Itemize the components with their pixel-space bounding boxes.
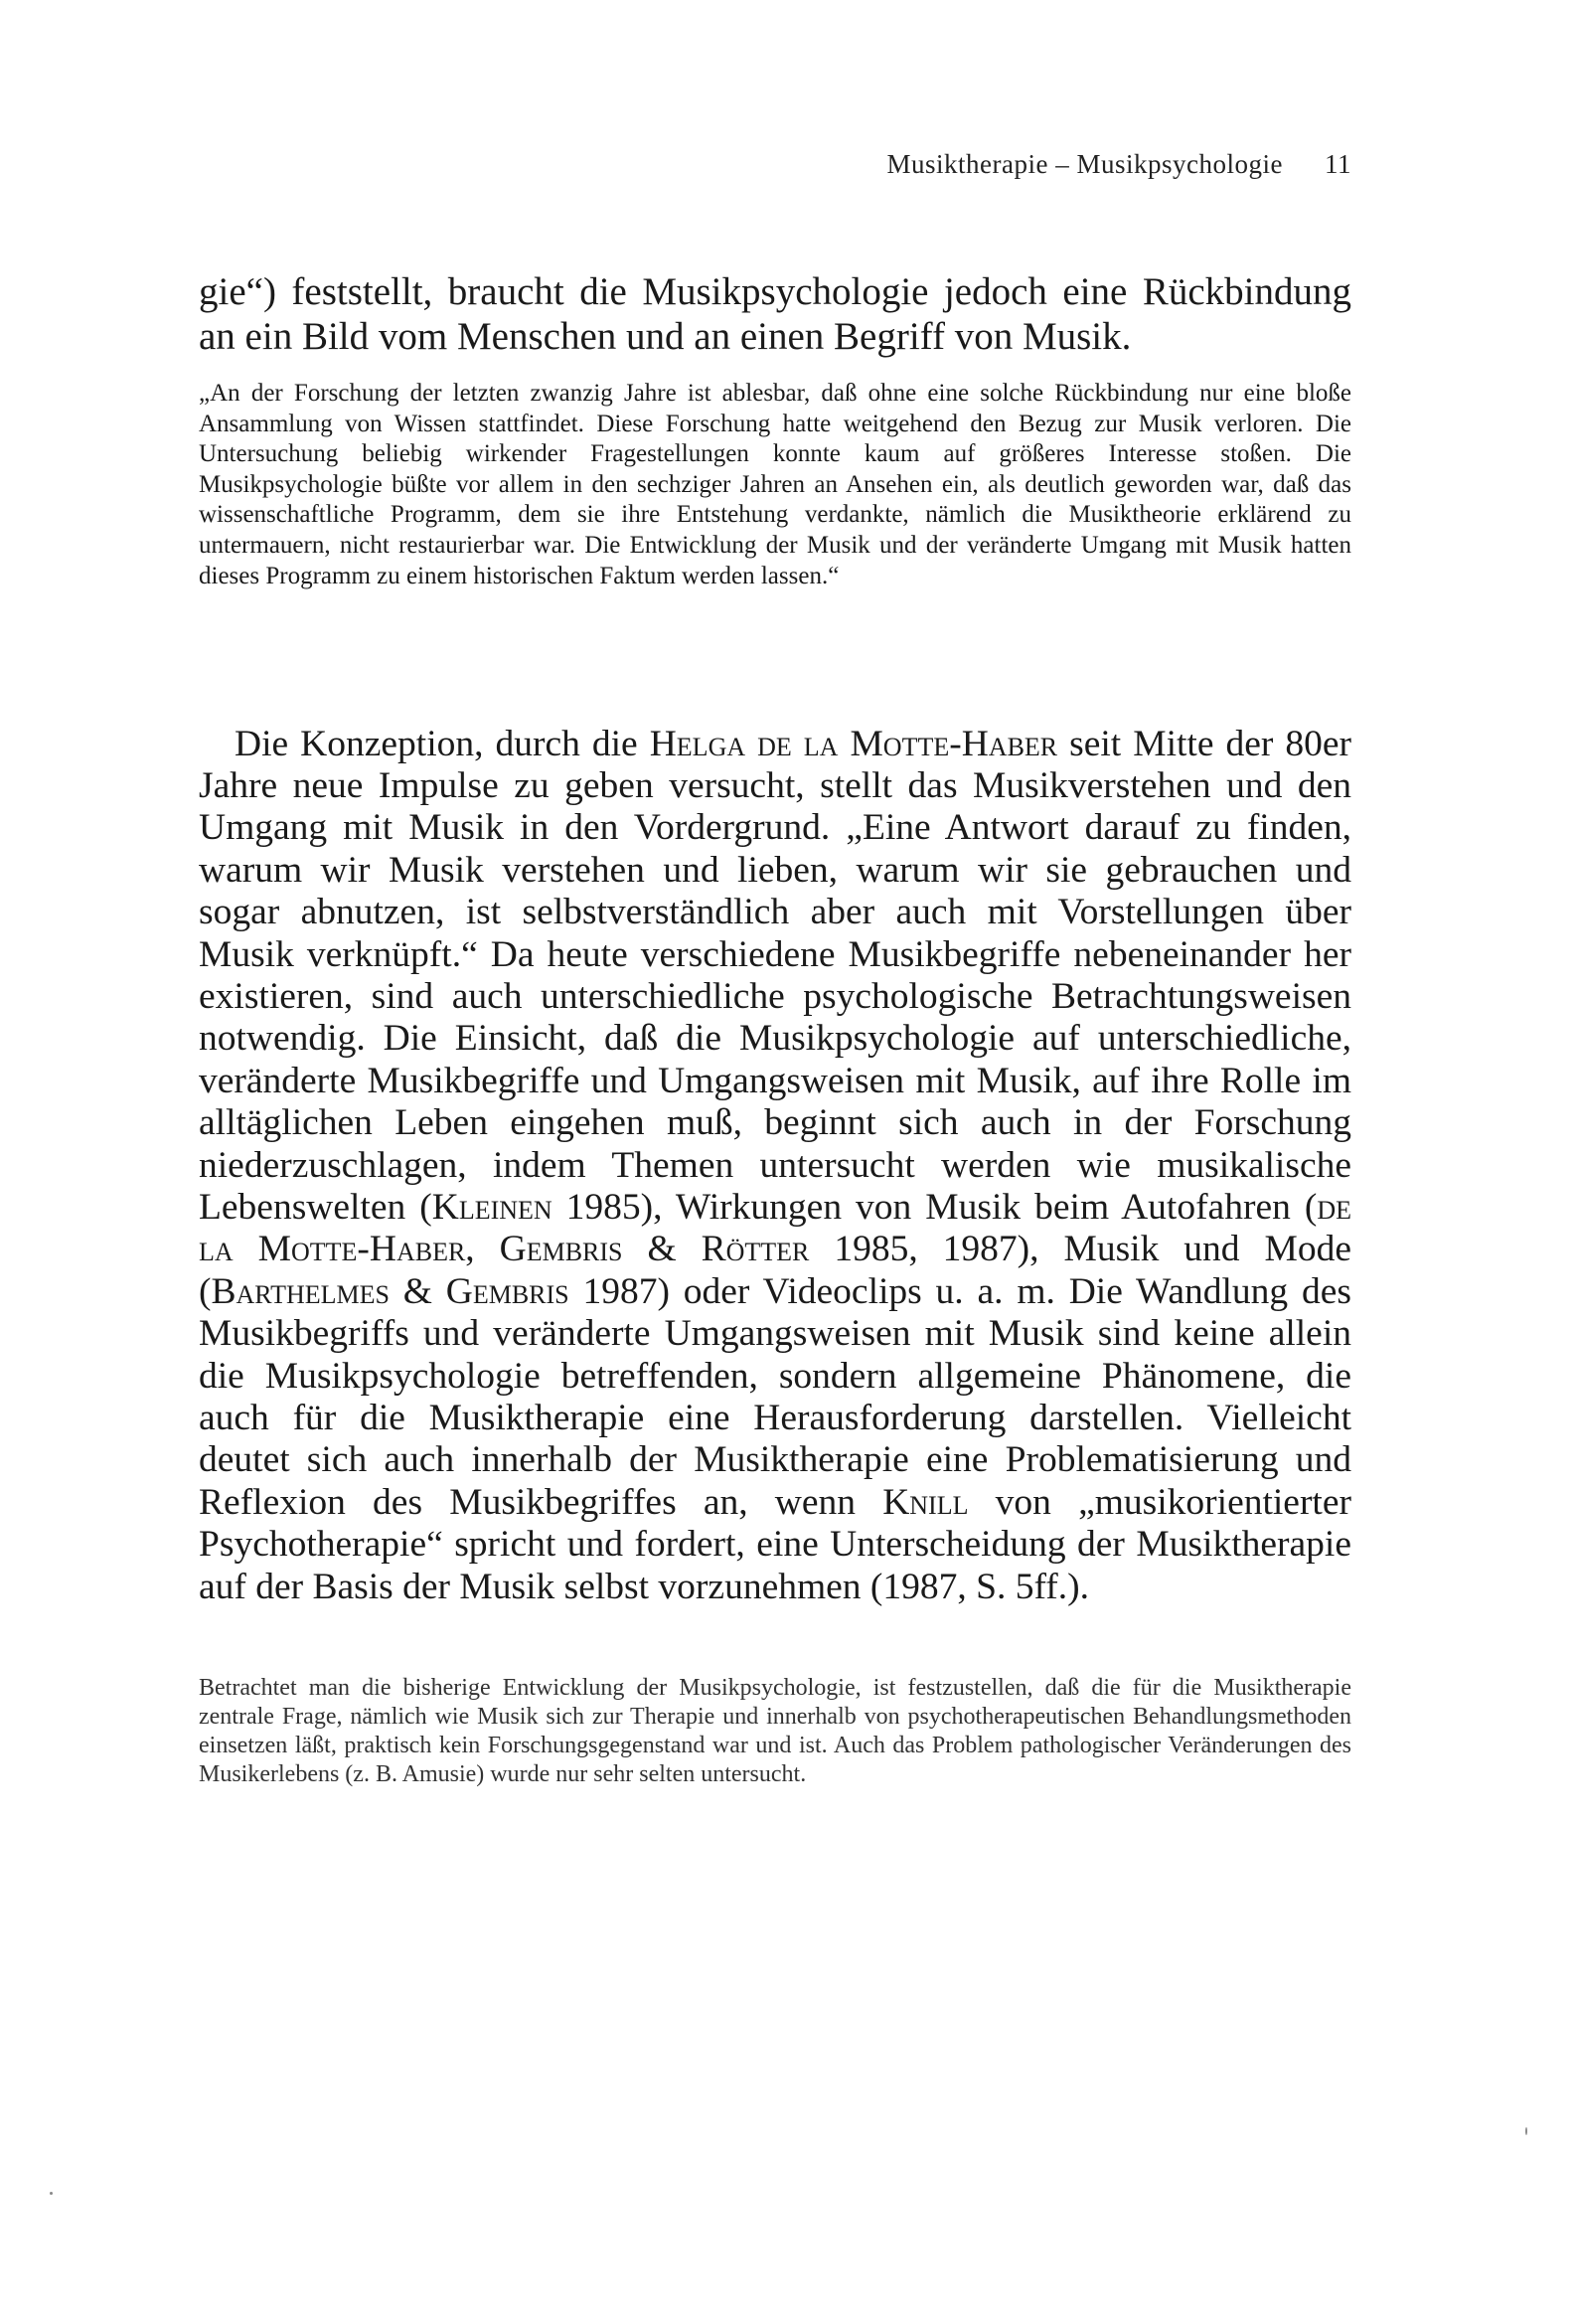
text-segment: seit Mitte der 80er Jahre neue Impulse zu geben versucht, stellt das Musikverstehen und den Umgang mit Musik in den Vordergrund. „Eine Antwort darauf zu finden, warum wir Musik verstehen und lieben, warum wir sie gebrauchen und sogar abnutzen, ist selbstverständlich aber auch mit Vorstellungen über Musik verknüpft.“ Da heute verschiedene Musikbegriffe nebeneinander her existieren, sind auch unterschiedliche psychologische Betrachtungsweisen notwendig. Die Einsicht, daß die Musikpsychologie auf unterschiedliche, veränderte Musikbegriffe und Umgangsweisen mit Musik, auf ihre Rolle im alltäglichen Leben eingehen muß, beginnt sich auch in der Forschung niederzuschlagen, indem Themen untersucht werden wie musikalische Lebenswelten ( [199, 723, 1352, 1228]
text-segment: 1985, 1987), Musik und Mode ( [199, 1229, 1351, 1312]
text-segment: von „musikorientierter Psychotherapie“ spricht und fordert, eine Unterscheidung der Musiktherapie auf der Basis der Musik selbst vorzunehmen (1987, S. 5ff.). [199, 1481, 1351, 1607]
scan-speck [1525, 2127, 1527, 2135]
author-name: Kleinen [431, 1186, 552, 1228]
author-name: Knill [882, 1481, 969, 1523]
author-name: Helga de la Motte-Haber [649, 723, 1058, 764]
text-segment: 1985), Wirkungen von Musik beim Autofahren ( [552, 1186, 1318, 1228]
footnote-paragraph: Betrachtet man die bisherige Entwicklung der Musikpsychologie, ist festzustellen, daß die für die Musiktherapie zentrale Frage, nämlich wie Musik sich zur Therapie und innerhalb von psychotherapeutischen Behandlungsmethoden einsetzen läßt, praktisch kein Forschungsgegenstand war und ist. Auch das Problem pathologischer Veränderungen des Musikerlebens (z. B. Amusie) wurde nur sehr selten untersucht. [199, 1675, 1351, 1787]
page-number: 11 [1325, 149, 1351, 179]
paragraph-continuation: gie“) feststellt, braucht die Musikpsychologie jedoch eine Rückbindung an ein Bild vom Menschen und an einen Begriff von Musik. [199, 270, 1351, 358]
text-segment: Die Konzeption, durch die [235, 723, 650, 764]
paragraph-main [199, 724, 1351, 1609]
block-quote: „An der Forschung der letzten zwanzig Jahre ist ablesbar, daß ohne eine solche Rückbindung nur eine bloße Ansammlung von Wissen stattfindet. Diese Forschung hatte weitgehend den Bezug zur Musik verloren. Die Untersuchung beliebig wirkender Fragestellungen konnte kaum auf größeres Interesse stoßen. Die Musikpsychologie büßte vor allem in den sechziger Jahren an Ansehen ein, als deutlich geworden war, daß das wissenschaftliche Programm, dem sie ihre Entstehung verdankte, nämlich die Musiktheorie erklärend zu untermauern, nicht restaurierbar war. Die Entwicklung der Musik und der veränderte Umgang mit Musik hatten dieses Programm zu einem historischen Faktum werden lassen.“ [199, 380, 1351, 589]
author-name: de la Motte-Haber, Gembris & Rötter [199, 1186, 1351, 1270]
running-head [199, 149, 1351, 180]
scan-speck [50, 2192, 53, 2195]
author-name: Barthelmes & Gembris [211, 1270, 569, 1312]
running-head-title: Musiktherapie – Musikpsychologie [886, 149, 1283, 179]
text-segment: 1987) oder Videoclips u. a. m. Die Wandlung des Musikbegriffs und veränderte Umgangsweisen mit Musik sind keine allein die Musikpsychologie betreffenden, sondern allgemeine Phänomene, die auch für die Musiktherapie eine Herausforderung darstellen. Vielleicht deutet sich auch innerhalb der Musiktherapie eine Problematisierung und Reflexion des Musikbegriffes an, wenn [199, 1270, 1351, 1523]
